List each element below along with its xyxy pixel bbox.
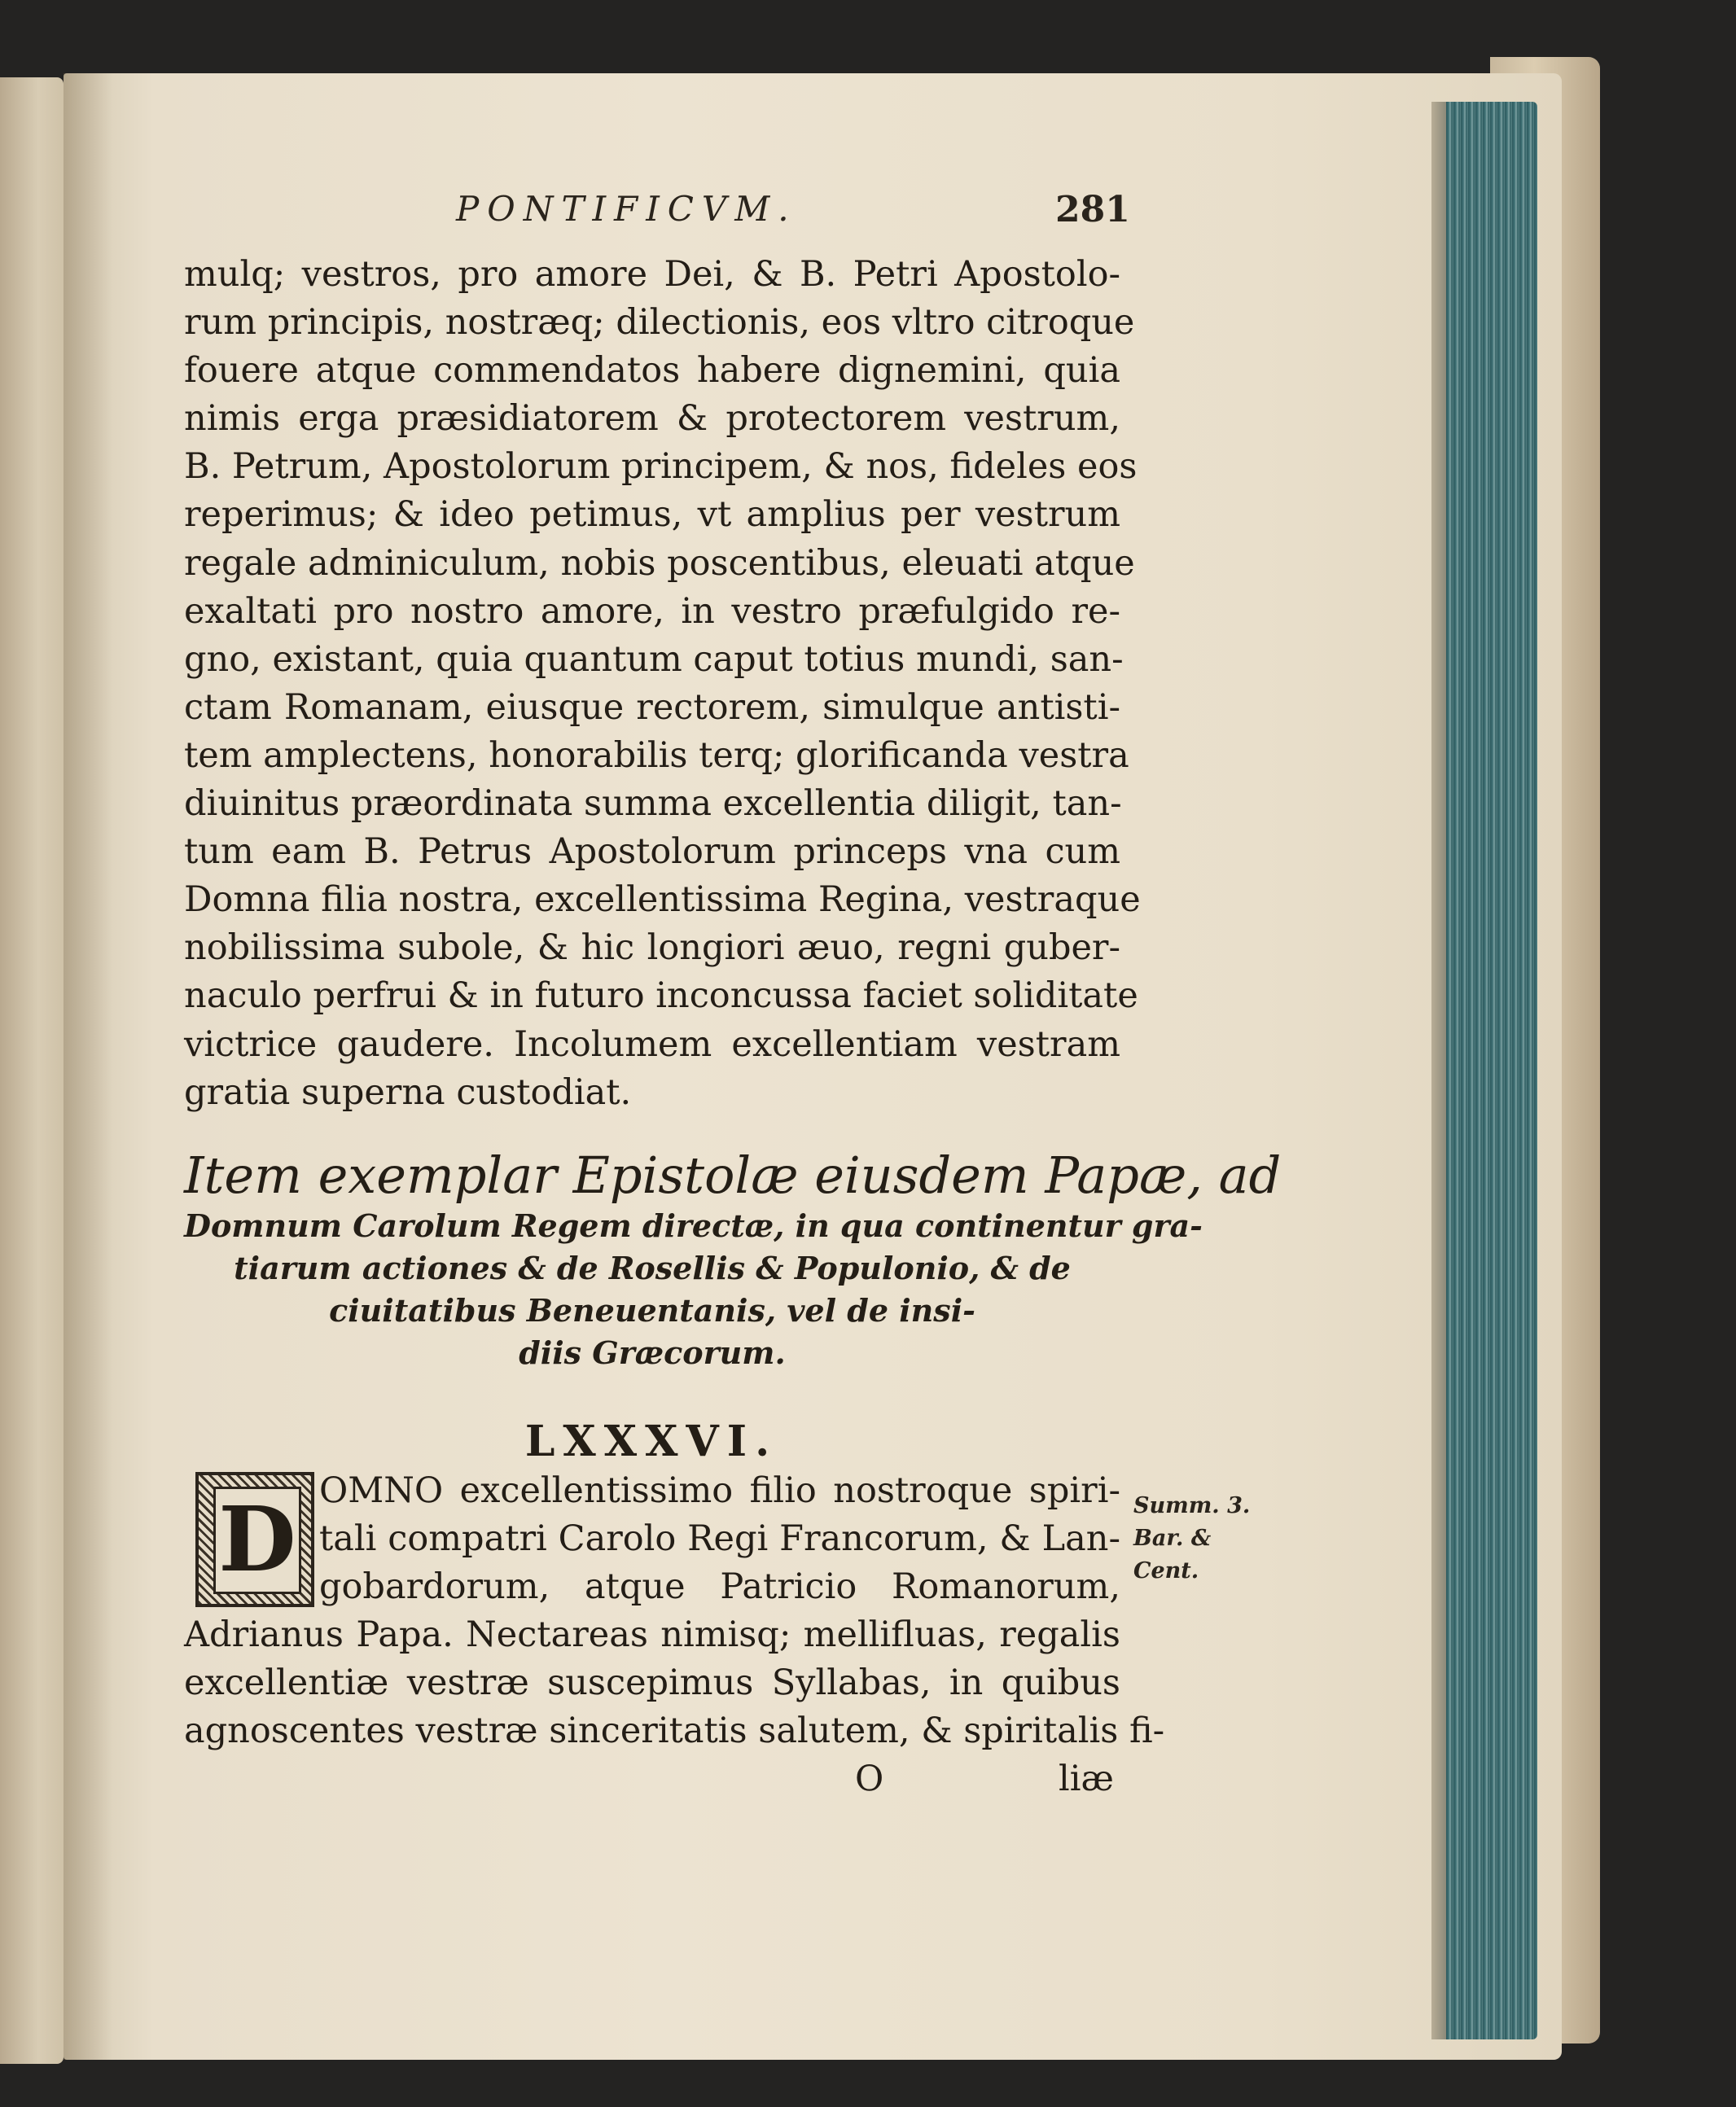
text-line: gno, existant, quia quantum caput totius mundi, san- [184,638,1124,680]
subtitle-line: tiarum actiones & de Rosellis & Populonio, & de [234,1250,1071,1286]
text-line: gobardorum, atque Patricio Romanorum, [319,1566,1120,1608]
letter-opening [184,1467,1165,1756]
text-line: exaltati pro nostro amore, in vestro præfulgido re- [184,590,1120,632]
subtitle-line: Domnum Carolum Regem directæ, in qua continentur gra- [184,1207,1203,1244]
subtitle-line: ciuitatibus Beneuentanis, vel de insi- [329,1292,975,1329]
text-line: gratia superna custodiat. [184,1071,632,1113]
text-line: naculo perfrui & in futuro inconcussa faciet soliditate [184,975,1138,1017]
initial-letter: D [213,1487,301,1594]
marginal-note [1133,1490,1251,1588]
chapter-number: LXXXVI. [524,1417,778,1466]
text-line: victrice gaudere. Incolumem excellentiam vestram [184,1023,1120,1065]
previous-page [0,77,64,2064]
text-line: tem amplectens, honorabilis terq; glorificanda vestra [184,734,1129,776]
signature-mark: O [855,1759,884,1799]
text-line: Adrianus Papa. Nectareas nimisq; mellifluas, regalis [184,1614,1120,1656]
text-line: tali compatri Carolo Regi Francorum, & Lan- [319,1518,1120,1560]
margin-note-line: Bar. & [1133,1526,1212,1551]
text-line: nobilissima subole, & hic longiori æuo, regni guber- [184,927,1120,969]
text-line: excellentiæ vestræ suscepimus Syllabas, in quibus [184,1662,1120,1704]
text-line: mulq; vestros, pro amore Dei, & B. Petri Apostolo- [184,254,1120,295]
margin-note-line: Summ. 3. [1133,1493,1251,1518]
text-line: ctam Romanam, eiusque rectorem, simulque antisti- [184,686,1120,728]
text-line: reperimus; & ideo petimus, vt amplius per vestrum [184,494,1120,536]
gutter-shadow [64,73,112,2060]
text-line: regale adminiculum, nobis poscentibus, eleuati atque [184,542,1135,584]
running-title: PONTIFICVM. [456,189,797,229]
text-line: tum eam B. Petrus Apostolorum princeps vna cum [184,831,1120,873]
text-line: diuinitus præordinata summa excellentia diligit, tan- [184,783,1122,825]
text-line: rum principis, nostræq; dilectionis, eos vltro citroque [184,302,1135,344]
page-number: 281 [1055,189,1130,230]
text-line: nimis erga præsidiatorem & protectorem vestrum, [184,398,1120,440]
text-line: Domna filia nostra, excellentissima Regina, vestraque [184,879,1141,921]
stacked-page-edges [1431,102,1537,2039]
text-line: fouere atque commendatos habere dignemini, quia [184,350,1120,392]
text-line: agnoscentes vestræ sinceritatis salutem, & spiritalis fi- [184,1711,1165,1752]
text-line: B. Petrum, Apostolorum principem, & nos, fideles eos [184,446,1138,488]
section-subtitle [184,1205,1203,1374]
page-edge-shade [1431,102,1446,2039]
subtitle-line: diis Græcorum. [519,1334,786,1371]
catchword: liæ [1059,1759,1114,1799]
text-line: OMNO excellentissimo filio nostroque spiri- [319,1470,1120,1511]
section-title: Item exemplar Epistolæ eiusdem Papæ, ad [184,1145,1282,1205]
margin-note-line: Cent. [1133,1558,1199,1584]
letter-body [184,251,1141,1117]
